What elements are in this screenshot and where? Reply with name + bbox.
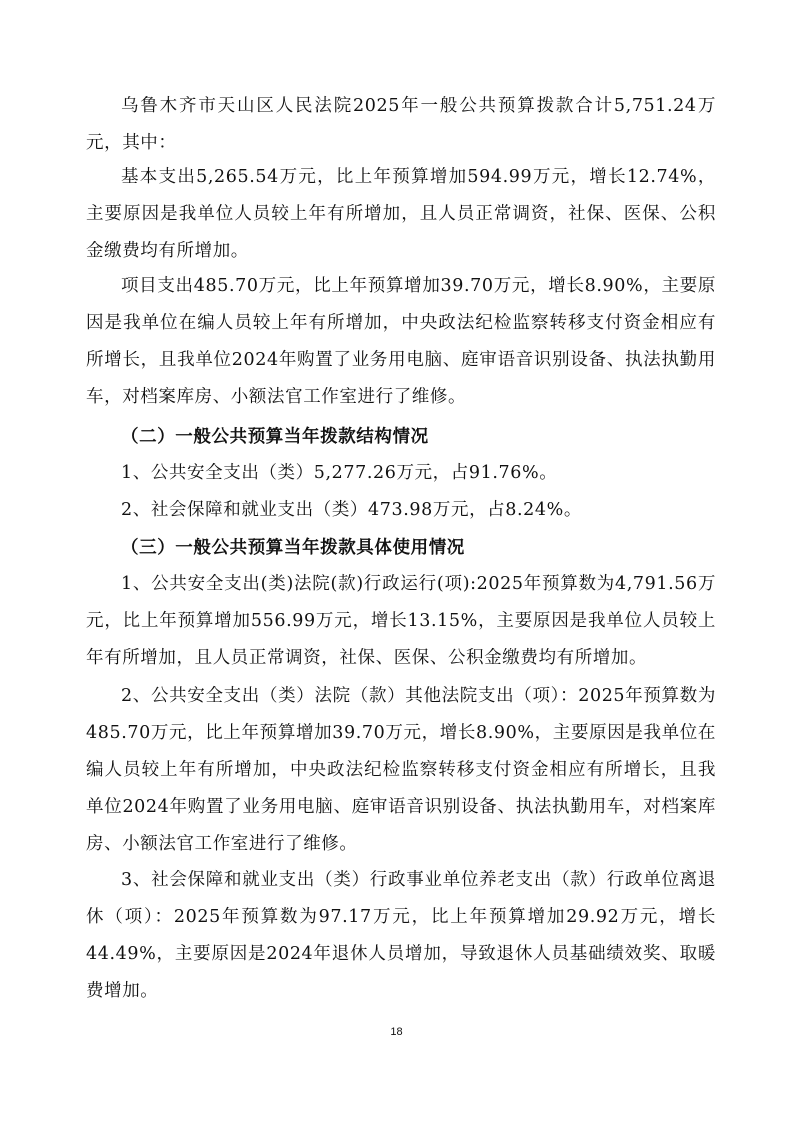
- paragraph-usage-item-1: 1、公共安全支出(类)法院(款)行政运行(项):2025年预算数为4,791.56万元，比上年预算增加556.99万元，增长13.15%，主要原因是我单位人员较上年有所增加，且人员正常调资，社保、医保、公积金缴费均有所增加。: [86, 574, 716, 668]
- paragraph-project-expenditure: 项目支出485.70万元，比上年预算增加39.70万元，增长8.90%，主要原因是我单位在编人员较上年有所增加，中央政法纪检监察转移支付资金相应有所增长，且我单位2024年购置了业务用电脑、庭审语音识别设备、执法执勤用车，对档案库房、小额法官工作室进行了维修。: [86, 276, 716, 407]
- paragraph-basic-expenditure: 基本支出5,265.54万元，比上年预算增加594.99万元，增长12.74%，主要原因是我单位人员较上年有所增加，且人员正常调资，社保、医保、公积金缴费均有所增加。: [86, 167, 716, 261]
- section-heading-structure: （二）一般公共预算当年拨款结构情况: [121, 427, 429, 447]
- section-heading-usage: （三）一般公共预算当年拨款具体使用情况: [121, 538, 465, 558]
- paragraph-usage-item-2: 2、公共安全支出（类）法院（款）其他法院支出（项）：2025年预算数为485.70万元，比上年预算增加39.70万元，增长8.90%，主要原因是我单位在编人员较上年有所增加，中央政法纪检监察转移支付资金相应有所增长，且我单位2024年购置了业务用电脑、庭审语音识别设备、执法执勤用车，对档案库房、小额法官工作室进行了维修。: [86, 686, 716, 854]
- paragraph-structure-item-2: 2、社会保障和就业支出（类）473.98万元，占8.24%。: [121, 500, 582, 520]
- paragraph-structure-item-1: 1、公共安全支出（类）5,277.26万元，占91.76%。: [121, 463, 558, 483]
- paragraph-usage-item-3: 3、社会保障和就业支出（类）行政事业单位养老支出（款）行政单位离退休（项）：2025年预算数为97.17万元，比上年预算增加29.92万元，增长44.49%，主要原因是2024年退休人员增加，导致退休人员基础绩效奖、取暖费增加。: [86, 870, 716, 1001]
- paragraph-intro: 乌鲁木齐市天山区人民法院2025年一般公共预算拨款合计5,751.24万元，其中：: [86, 96, 716, 153]
- page-number: 18: [390, 1026, 403, 1038]
